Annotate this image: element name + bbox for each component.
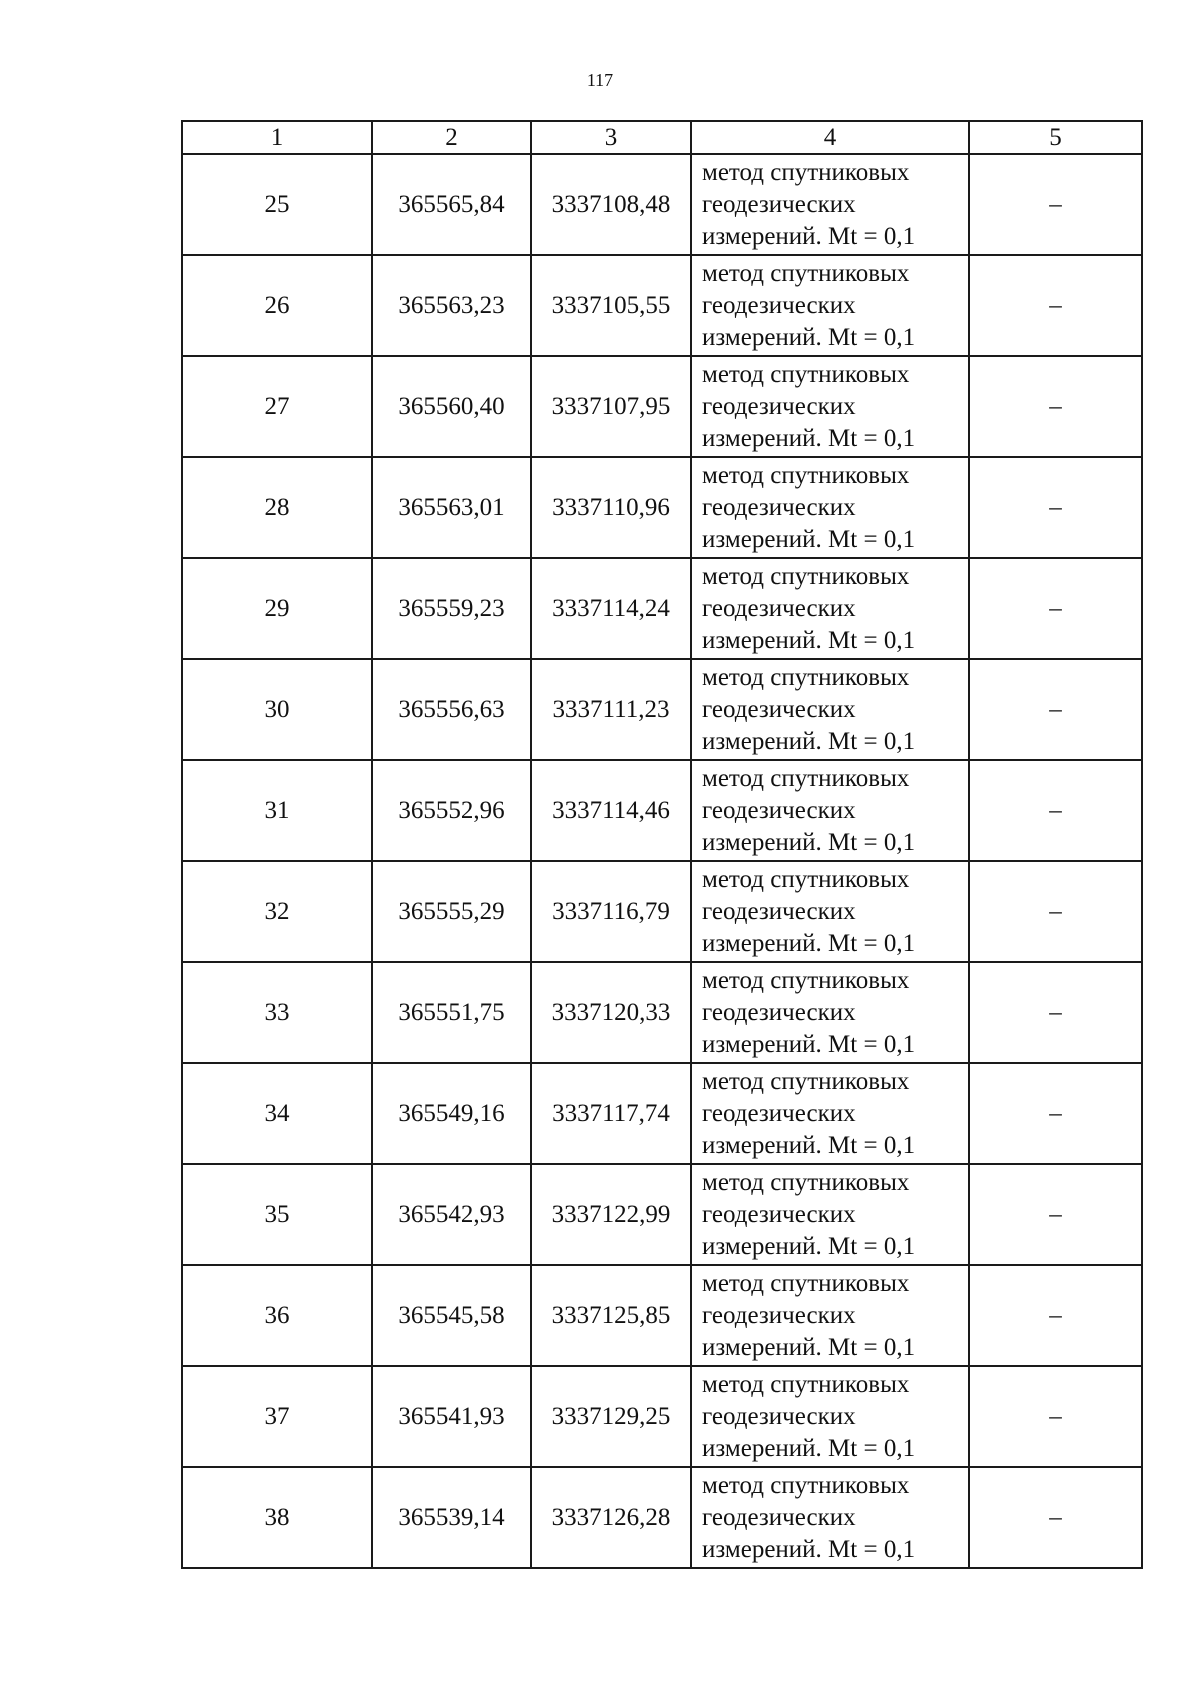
- method-line-1: метод спутниковых: [702, 259, 910, 287]
- column-header-4: 4: [691, 121, 969, 154]
- x-coordinate-cell: 365552,96: [372, 760, 531, 861]
- method-cell: [691, 457, 969, 558]
- method-line-1: метод спутниковых: [702, 764, 910, 792]
- method-line-2: геодезических: [702, 1503, 856, 1531]
- table-row: [182, 356, 1142, 457]
- coordinates-table: [181, 120, 1143, 1569]
- x-coordinate-cell: 365556,63: [372, 659, 531, 760]
- table-row: [182, 1265, 1142, 1366]
- y-coordinate-cell: 3337108,48: [531, 154, 691, 255]
- method-cell: [691, 1164, 969, 1265]
- method-line-2: геодезических: [702, 291, 856, 319]
- note-cell: –: [969, 1063, 1142, 1164]
- x-coordinate-cell: 365551,75: [372, 962, 531, 1063]
- point-number-cell: 33: [182, 962, 372, 1063]
- method-line-2: геодезических: [702, 1301, 856, 1329]
- y-coordinate-cell: 3337125,85: [531, 1265, 691, 1366]
- method-line-3: измерений. Mt = 0,1: [702, 626, 916, 654]
- x-coordinate-cell: 365559,23: [372, 558, 531, 659]
- x-coordinate-cell: 365545,58: [372, 1265, 531, 1366]
- x-coordinate-cell: 365555,29: [372, 861, 531, 962]
- note-cell: –: [969, 1366, 1142, 1467]
- method-line-1: метод спутниковых: [702, 562, 910, 590]
- column-header-3: 3: [531, 121, 691, 154]
- method-line-1: метод спутниковых: [702, 1370, 910, 1398]
- method-line-2: геодезических: [702, 594, 856, 622]
- method-cell: [691, 760, 969, 861]
- note-cell: –: [969, 1467, 1142, 1568]
- method-line-1: метод спутниковых: [702, 158, 910, 186]
- method-line-2: геодезических: [702, 1402, 856, 1430]
- point-number-cell: 32: [182, 861, 372, 962]
- method-line-2: геодезических: [702, 1099, 856, 1127]
- table-row: [182, 558, 1142, 659]
- x-coordinate-cell: 365549,16: [372, 1063, 531, 1164]
- y-coordinate-cell: 3337122,99: [531, 1164, 691, 1265]
- y-coordinate-cell: 3337105,55: [531, 255, 691, 356]
- table-row: [182, 861, 1142, 962]
- y-coordinate-cell: 3337126,28: [531, 1467, 691, 1568]
- y-coordinate-cell: 3337114,46: [531, 760, 691, 861]
- method-cell: [691, 1366, 969, 1467]
- method-cell: [691, 356, 969, 457]
- note-cell: –: [969, 255, 1142, 356]
- x-coordinate-cell: 365541,93: [372, 1366, 531, 1467]
- x-coordinate-cell: 365539,14: [372, 1467, 531, 1568]
- method-line-3: измерений. Mt = 0,1: [702, 1333, 916, 1361]
- method-line-1: метод спутниковых: [702, 865, 910, 893]
- note-cell: –: [969, 457, 1142, 558]
- note-cell: –: [969, 1265, 1142, 1366]
- method-cell: [691, 1265, 969, 1366]
- y-coordinate-cell: 3337114,24: [531, 558, 691, 659]
- table-row: [182, 760, 1142, 861]
- column-header-5: 5: [969, 121, 1142, 154]
- method-line-1: метод спутниковых: [702, 1067, 910, 1095]
- method-line-3: измерений. Mt = 0,1: [702, 727, 916, 755]
- method-cell: [691, 962, 969, 1063]
- note-cell: –: [969, 962, 1142, 1063]
- method-cell: [691, 1467, 969, 1568]
- column-header-1: 1: [182, 121, 372, 154]
- method-line-1: метод спутниковых: [702, 461, 910, 489]
- method-line-1: метод спутниковых: [702, 360, 910, 388]
- method-line-3: измерений. Mt = 0,1: [702, 525, 916, 553]
- table-row: [182, 255, 1142, 356]
- point-number-cell: 35: [182, 1164, 372, 1265]
- method-line-3: измерений. Mt = 0,1: [702, 1030, 916, 1058]
- method-line-2: геодезических: [702, 897, 856, 925]
- point-number-cell: 34: [182, 1063, 372, 1164]
- method-line-1: метод спутниковых: [702, 966, 910, 994]
- method-cell: [691, 154, 969, 255]
- column-header-2: 2: [372, 121, 531, 154]
- x-coordinate-cell: 365542,93: [372, 1164, 531, 1265]
- method-cell: [691, 659, 969, 760]
- table-row: [182, 457, 1142, 558]
- method-cell: [691, 1063, 969, 1164]
- x-coordinate-cell: 365565,84: [372, 154, 531, 255]
- y-coordinate-cell: 3337116,79: [531, 861, 691, 962]
- table-row: [182, 962, 1142, 1063]
- y-coordinate-cell: 3337107,95: [531, 356, 691, 457]
- point-number-cell: 38: [182, 1467, 372, 1568]
- method-line-3: измерений. Mt = 0,1: [702, 222, 916, 250]
- method-line-1: метод спутниковых: [702, 663, 910, 691]
- y-coordinate-cell: 3337129,25: [531, 1366, 691, 1467]
- method-line-3: измерений. Mt = 0,1: [702, 1232, 916, 1260]
- y-coordinate-cell: 3337110,96: [531, 457, 691, 558]
- method-cell: [691, 255, 969, 356]
- note-cell: –: [969, 659, 1142, 760]
- method-line-1: метод спутниковых: [702, 1269, 910, 1297]
- method-line-2: геодезических: [702, 695, 856, 723]
- method-line-1: метод спутниковых: [702, 1471, 910, 1499]
- table-row: [182, 154, 1142, 255]
- point-number-cell: 27: [182, 356, 372, 457]
- method-line-2: геодезических: [702, 998, 856, 1026]
- y-coordinate-cell: 3337120,33: [531, 962, 691, 1063]
- point-number-cell: 26: [182, 255, 372, 356]
- note-cell: –: [969, 1164, 1142, 1265]
- point-number-cell: 25: [182, 154, 372, 255]
- table-header: [182, 121, 1142, 154]
- note-cell: –: [969, 154, 1142, 255]
- method-line-3: измерений. Mt = 0,1: [702, 424, 916, 452]
- table-row: [182, 1164, 1142, 1265]
- method-line-2: геодезических: [702, 796, 856, 824]
- method-line-2: геодезических: [702, 1200, 856, 1228]
- note-cell: –: [969, 760, 1142, 861]
- method-line-3: измерений. Mt = 0,1: [702, 929, 916, 957]
- table-row: [182, 1467, 1142, 1568]
- point-number-cell: 29: [182, 558, 372, 659]
- page-number: 117: [586, 70, 614, 90]
- method-line-2: геодезических: [702, 392, 856, 420]
- table-body: [182, 154, 1142, 1568]
- method-cell: [691, 558, 969, 659]
- table-row: [182, 659, 1142, 760]
- method-cell: [691, 861, 969, 962]
- x-coordinate-cell: 365560,40: [372, 356, 531, 457]
- x-coordinate-cell: 365563,23: [372, 255, 531, 356]
- point-number-cell: 28: [182, 457, 372, 558]
- note-cell: –: [969, 558, 1142, 659]
- method-line-2: геодезических: [702, 190, 856, 218]
- y-coordinate-cell: 3337117,74: [531, 1063, 691, 1164]
- note-cell: –: [969, 356, 1142, 457]
- point-number-cell: 37: [182, 1366, 372, 1467]
- method-line-3: измерений. Mt = 0,1: [702, 828, 916, 856]
- method-line-3: измерений. Mt = 0,1: [702, 1434, 916, 1462]
- method-line-3: измерений. Mt = 0,1: [702, 1535, 916, 1563]
- table-row: [182, 1063, 1142, 1164]
- method-line-1: метод спутниковых: [702, 1168, 910, 1196]
- x-coordinate-cell: 365563,01: [372, 457, 531, 558]
- point-number-cell: 30: [182, 659, 372, 760]
- point-number-cell: 31: [182, 760, 372, 861]
- y-coordinate-cell: 3337111,23: [531, 659, 691, 760]
- method-line-2: геодезических: [702, 493, 856, 521]
- table-row: [182, 1366, 1142, 1467]
- header-row: [182, 121, 1142, 154]
- note-cell: –: [969, 861, 1142, 962]
- point-number-cell: 36: [182, 1265, 372, 1366]
- method-line-3: измерений. Mt = 0,1: [702, 323, 916, 351]
- method-line-3: измерений. Mt = 0,1: [702, 1131, 916, 1159]
